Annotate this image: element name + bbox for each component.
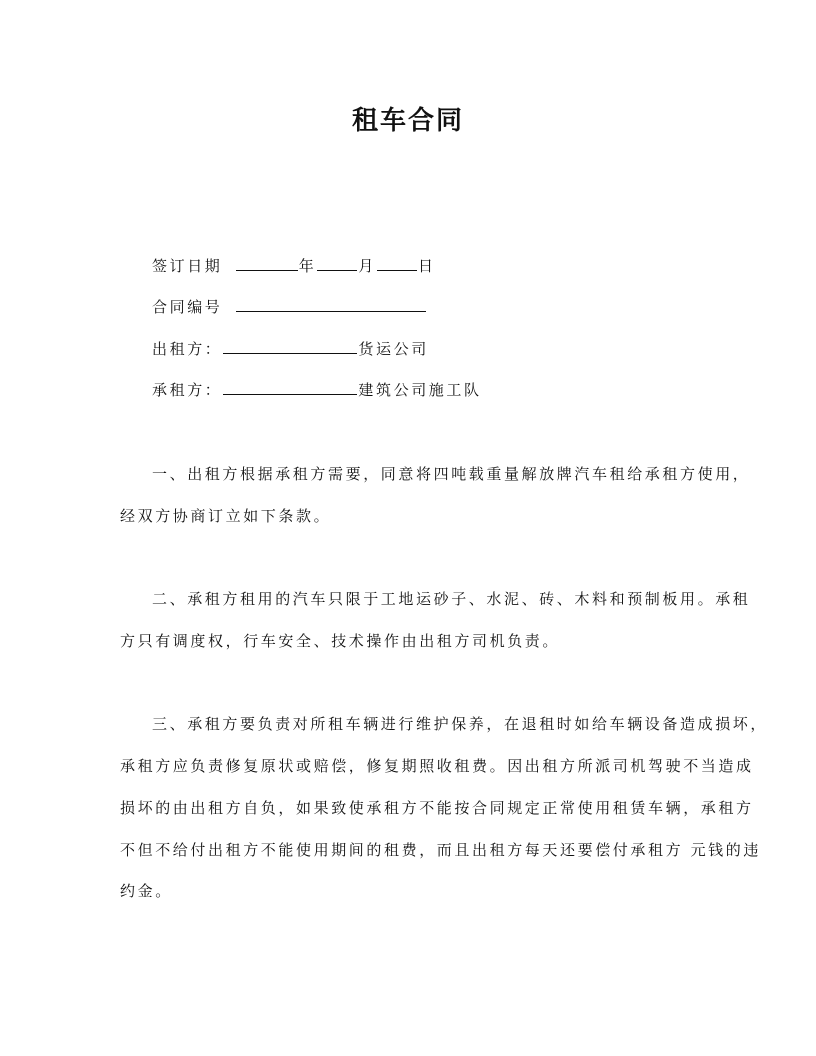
contract-number-row	[152, 297, 427, 317]
month-label: 月	[358, 257, 376, 275]
clause-3-line: 损坏的由出租方自负，如果致使承租方不能按合同规定正常使用租赁车辆，承租方	[120, 799, 754, 817]
sign-date-row	[152, 256, 436, 276]
lessor-suffix: 货运公司	[358, 340, 429, 358]
clause-1-line: 经双方协商订立如下条款。	[120, 507, 332, 525]
lessee-blank[interactable]	[223, 380, 357, 395]
contract-number-label: 合同编号	[152, 298, 223, 316]
year-label: 年	[298, 257, 317, 275]
day-blank[interactable]	[377, 256, 417, 271]
clause-3-line: 约金。	[120, 882, 173, 900]
sign-date-label: 签订日期	[152, 257, 223, 275]
clause-3-line: 承租方应负责修复原状或赔偿，修复期照收租费。因出租方所派司机驾驶不当造成	[120, 757, 754, 775]
lessee-row	[152, 380, 482, 400]
lessor-label: 出租方：	[152, 340, 223, 358]
document-title: 租车合同	[351, 106, 464, 136]
lessor-row	[152, 339, 429, 359]
lessee-suffix: 建筑公司施工队	[358, 381, 482, 399]
clause-2-line: 方只有调度权，行车安全、技术操作由出租方司机负责。	[120, 632, 561, 650]
lessee-label: 承租方：	[152, 381, 223, 399]
clause-3-line: 三、承租方要负责对所租车辆进行维护保养，在退租时如给车辆设备造成损坏，	[152, 715, 769, 733]
clause-2-line: 二、承租方租用的汽车只限于工地运砂子、水泥、砖、木料和预制板用。承租	[152, 590, 751, 608]
contract-number-blank[interactable]	[236, 297, 426, 312]
day-label: 日	[418, 257, 436, 275]
clause-3-line: 不但不给付出租方不能使用期间的租费，而且出租方每天还要偿付承租方 元钱的违	[120, 841, 761, 859]
month-blank[interactable]	[317, 256, 357, 271]
clause-1-line: 一、出租方根据承租方需要，同意将四吨载重量解放牌汽车租给承租方使用，	[152, 465, 751, 483]
lessor-blank[interactable]	[223, 339, 357, 354]
year-blank[interactable]	[236, 256, 298, 271]
